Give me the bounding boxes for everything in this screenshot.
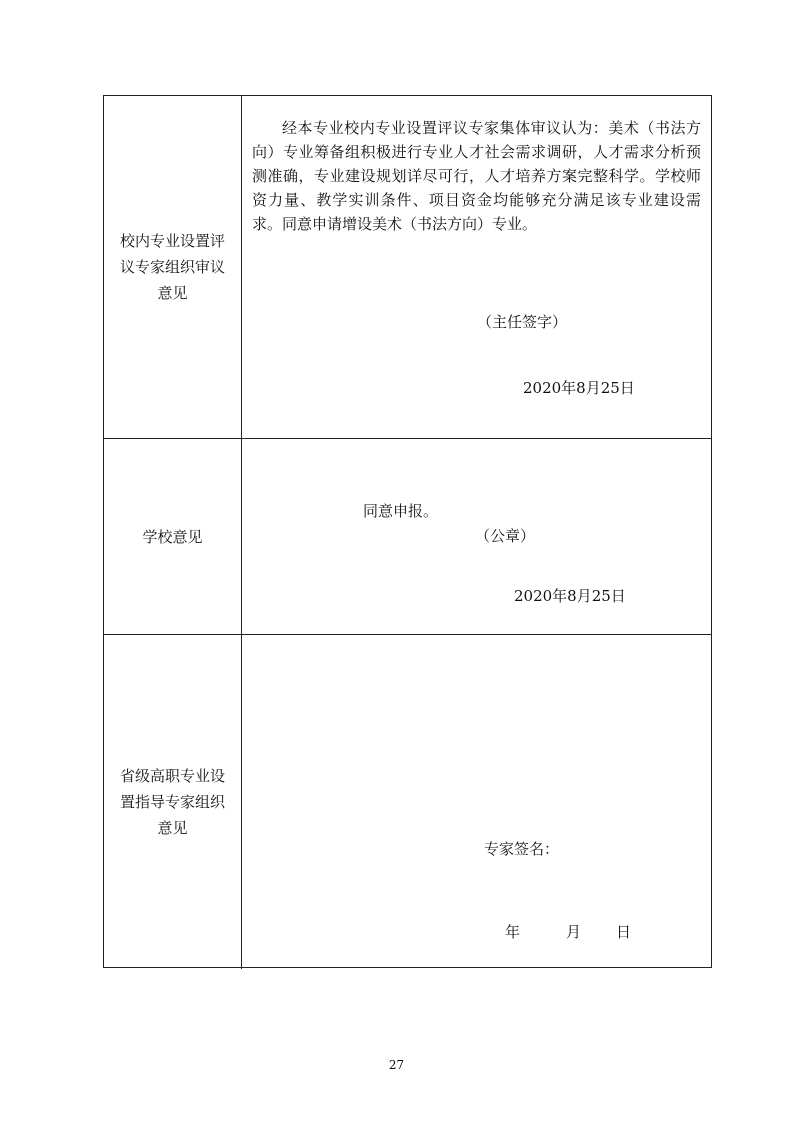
label-provincial-expert [104,635,242,969]
director-signature-label: （主任签字） [477,313,568,331]
review-date: 2020年8月25日 [523,379,635,397]
date-day-label: 日 [616,923,632,941]
date-month-label: 月 [566,923,582,941]
content-school-opinion [242,439,711,634]
label-line: 议专家组织审议 [119,258,225,276]
label-text: 学校意见 [142,527,203,546]
row-expert-review [104,96,711,438]
label-line: 意见 [157,819,188,837]
content-provincial-expert [242,635,711,969]
label-line: 意见 [157,284,188,302]
label-expert-review [104,96,242,438]
review-opinion-text: 经本专业校内专业设置评议专家集体审议认为：美术（书法方向）专业筹备组积极进行专业人才社会需求调研，人才需求分析预测准确，专业建设规划详尽可行，人才培养方案完整科学。学校师资力量、教学实训条件、项目资金均能够充分满足该专业建设需求。同意申请增设美术（书法方向）专业。 [252,119,701,233]
opinion-form-table [103,95,712,968]
expert-signature-label: 专家签名： [484,840,560,858]
content-expert-review [242,96,711,438]
official-seal-label: （公章） [475,527,536,545]
row-school-opinion [104,438,711,634]
label-line: 置指导专家组织 [119,793,225,811]
school-date: 2020年8月25日 [514,587,626,605]
school-opinion-text: 同意申报。 [363,502,439,520]
label-line: 校内专业设置评 [119,232,225,250]
date-year-label: 年 [505,923,521,941]
label-line: 省级高职专业设 [119,767,225,785]
row-provincial-expert [104,634,711,969]
page-number: 27 [388,1058,405,1072]
label-school-opinion [104,439,242,634]
